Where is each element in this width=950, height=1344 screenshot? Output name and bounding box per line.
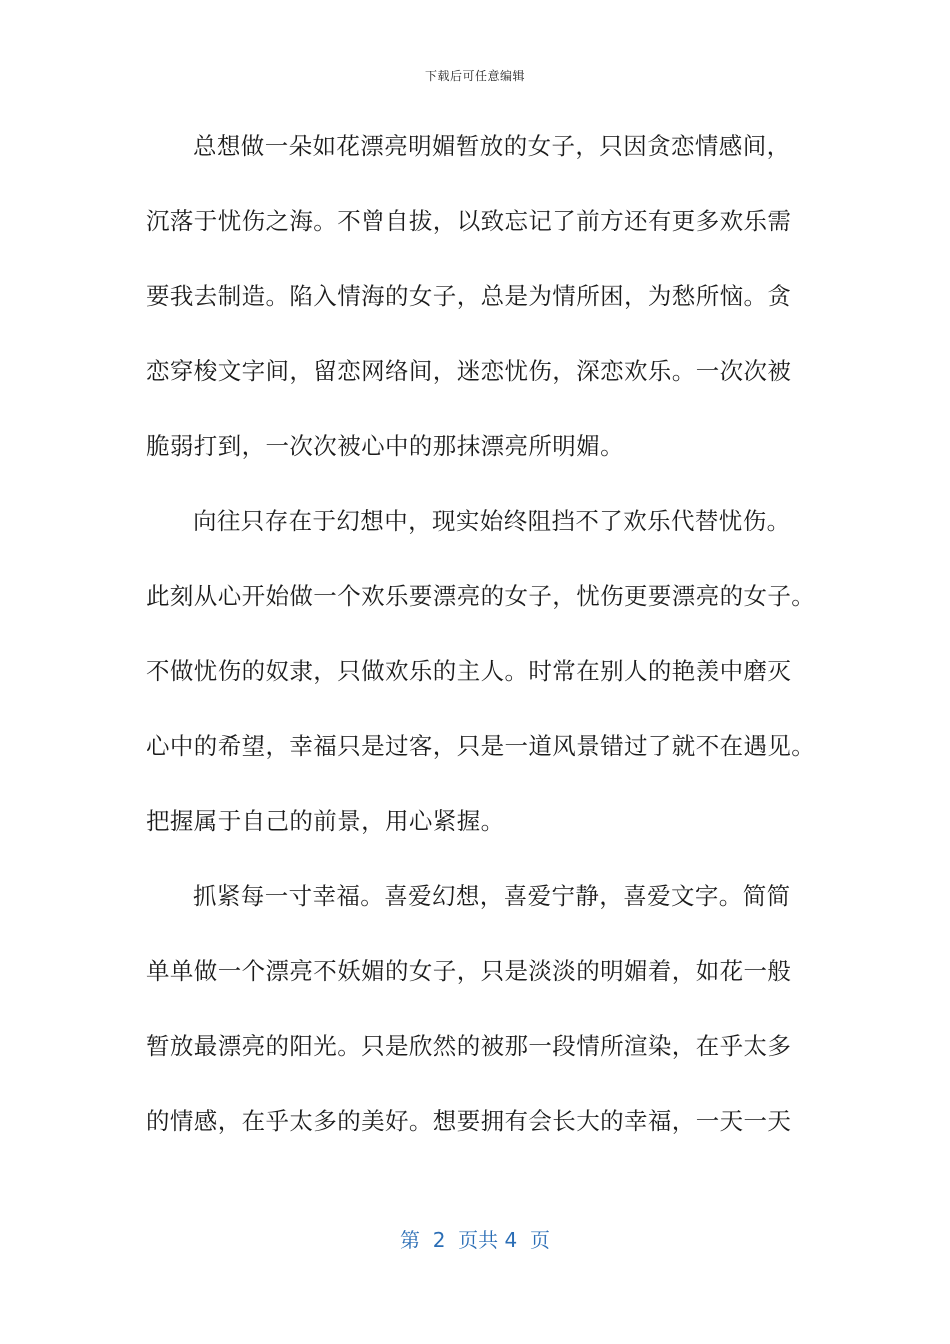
paragraph-line: 抓紧每一寸幸福。喜爱幻想，喜爱宁静，喜爱文字。简简 <box>193 882 791 910</box>
paragraph-line: 脆弱打到，一次次被心中的那抹漂亮所明媚。 <box>146 432 624 460</box>
paragraph-line: 不做忧伤的奴隶，只做欢乐的主人。时常在别人的艳羡中磨灭 <box>146 657 792 685</box>
paragraph-line: 沉落于忧伤之海。不曾自拔，以致忘记了前方还有更多欢乐需 <box>146 207 792 235</box>
paragraph-1 <box>146 120 810 495</box>
paragraph-line: 要我去制造。陷入情海的女子，总是为情所困，为愁所恼。贪 <box>146 282 792 310</box>
paragraph-line: 暂放最漂亮的阳光。只是欣然的被那一段情所渲染，在乎太多 <box>146 1032 792 1060</box>
paragraph-2 <box>146 495 816 870</box>
paragraph-line: 向往只存在于幻想中，现实始终阻挡不了欢乐代替忧伤。 <box>193 507 791 535</box>
document-body <box>146 120 816 1170</box>
page-number-footer: 第 2 页共 4 页 <box>400 1228 550 1252</box>
paragraph-line: 恋穿梭文字间，留恋网络间，迷恋忧伤，深恋欢乐。一次次被 <box>146 357 792 385</box>
page-header: 下载后可任意编辑 <box>424 69 525 83</box>
paragraph-line: 心中的希望，幸福只是过客，只是一道风景错过了就不在遇见。 <box>146 732 816 760</box>
paragraph-line: 把握属于自己的前景，用心紧握。 <box>146 807 505 835</box>
paragraph-3 <box>146 870 810 1170</box>
paragraph-line: 总想做一朵如花漂亮明媚暂放的女子，只因贪恋情感间， <box>193 132 791 160</box>
paragraph-line: 的情感，在乎太多的美好。想要拥有会长大的幸福，一天一天 <box>146 1107 792 1135</box>
paragraph-line: 此刻从心开始做一个欢乐要漂亮的女子，忧伤更要漂亮的女子。 <box>146 582 816 610</box>
paragraph-line: 单单做一个漂亮不妖媚的女子，只是淡淡的明媚着，如花一般 <box>146 957 792 985</box>
